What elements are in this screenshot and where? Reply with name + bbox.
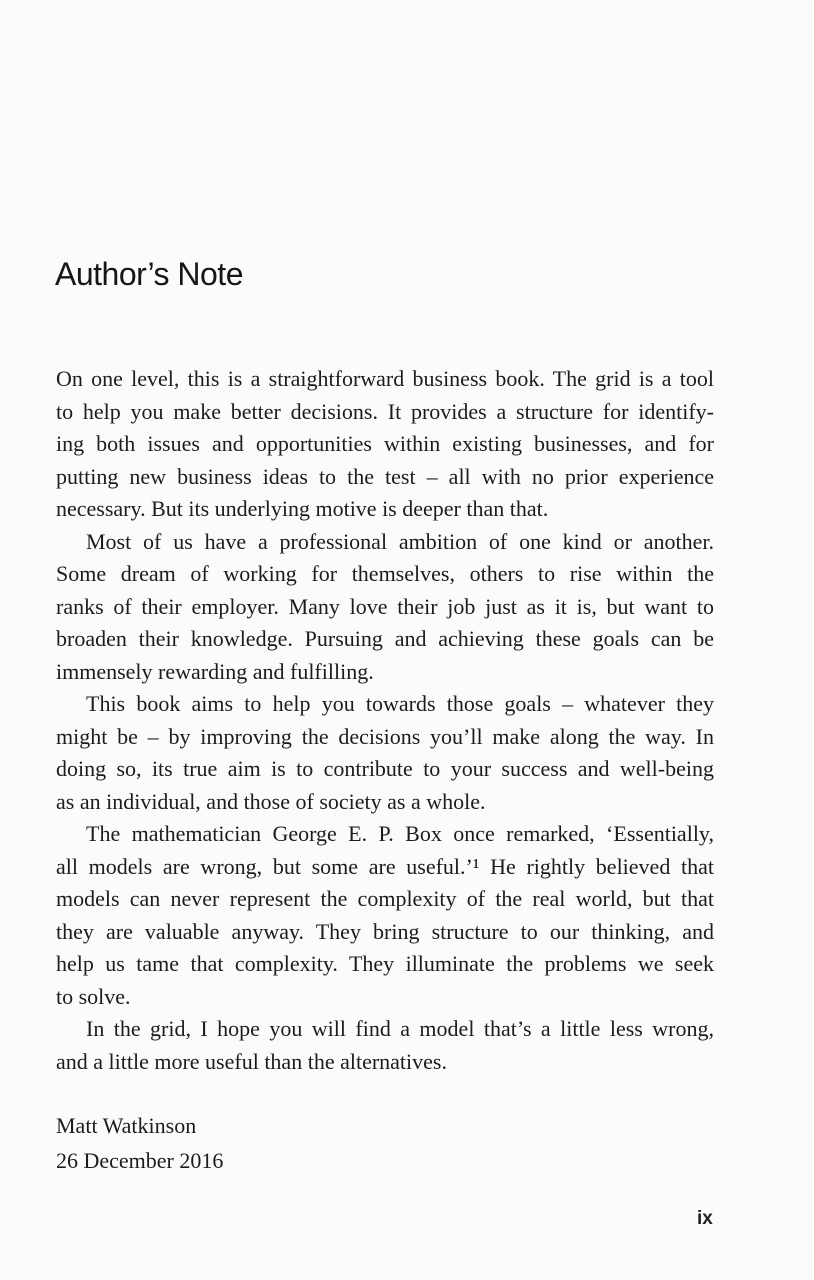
text-line: doing so, its true aim is to contribute to your success and well-being bbox=[56, 756, 714, 781]
author-name: Matt Watkinson bbox=[56, 1113, 197, 1138]
text-line: models can never represent the complexity of the real world, but that bbox=[56, 886, 714, 911]
text-line: to solve. bbox=[56, 983, 131, 1009]
paragraph bbox=[56, 363, 714, 526]
text-line: they are valuable anyway. They bring structure to our thinking, and bbox=[56, 918, 714, 944]
page-title: Author’s Note bbox=[55, 256, 243, 292]
text-line: as an individual, and those of society as a whole. bbox=[56, 788, 486, 814]
text-line: immensely rewarding and fulfilling. bbox=[56, 658, 374, 684]
text-line: might be – by improving the decisions you’ll make along the way. In bbox=[56, 723, 714, 749]
text-line: Some dream of working for themselves, others to rise within the bbox=[56, 561, 714, 586]
text-line: necessary. But its underlying motive is deeper than that. bbox=[56, 496, 549, 521]
text-line: all models are wrong, but some are useful.’¹ He rightly believed that bbox=[56, 853, 714, 879]
signature-date: 26 December 2016 bbox=[56, 1148, 224, 1173]
body-text bbox=[56, 363, 714, 1078]
signature-block bbox=[56, 1108, 223, 1178]
page-number: ix bbox=[697, 1208, 713, 1229]
text-line: ranks of their employer. Many love their job just as it is, but want to bbox=[56, 593, 714, 619]
text-line: to help you make better decisions. It provides a structure for identify- bbox=[56, 398, 714, 424]
text-line: help us tame that complexity. They illuminate the problems we seek bbox=[56, 951, 714, 976]
text-line: and a little more useful than the alternatives. bbox=[56, 1048, 447, 1074]
paragraph bbox=[56, 526, 714, 689]
text-line: putting new business ideas to the test – all with no prior experience bbox=[56, 463, 714, 489]
text-line: Most of us have a professional ambition of one kind or another. bbox=[86, 528, 714, 554]
text-line: ing both issues and opportunities within existing businesses, and for bbox=[56, 431, 714, 456]
paragraph bbox=[56, 818, 714, 1013]
paragraph bbox=[56, 1013, 714, 1078]
text-line: This book aims to help you towards those goals – whatever they bbox=[86, 691, 714, 716]
text-line: On one level, this is a straightforward business book. The grid is a tool bbox=[56, 366, 714, 391]
text-line: broaden their knowledge. Pursuing and achieving these goals can be bbox=[56, 626, 714, 651]
text-line: In the grid, I hope you will find a model that’s a little less wrong, bbox=[86, 1016, 714, 1041]
paragraph bbox=[56, 688, 714, 818]
text-line: The mathematician George E. P. Box once remarked, ‘Essentially, bbox=[86, 821, 714, 846]
